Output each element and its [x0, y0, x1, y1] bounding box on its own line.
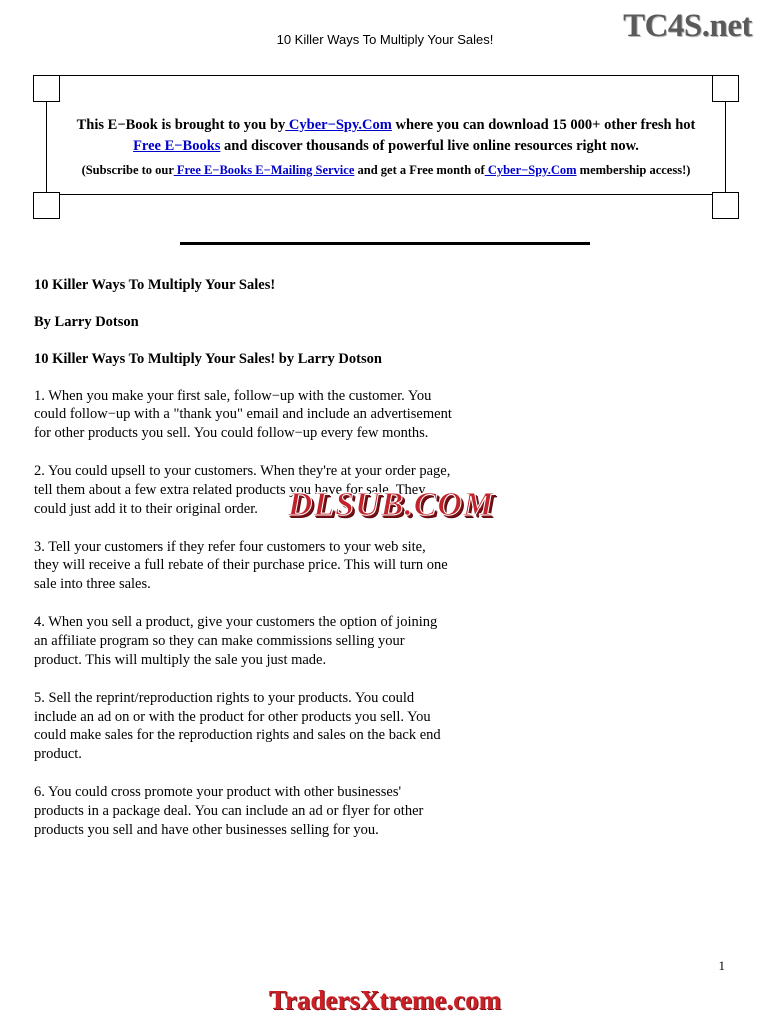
body-paragraph-3: 3. Tell your customers if they refer four customers to your web site, they will receive a full rebate of their purchase price. This will turn one sale into three sales.: [34, 538, 448, 593]
notice-corner-bottom-right: [712, 192, 739, 219]
notice-corner-top-right: [712, 75, 739, 102]
notice-line1-text-3: and discover thousands of powerful live online resources right now.: [220, 138, 639, 155]
notice-corner-bottom-left: [33, 192, 60, 219]
notice-corner-top-left: [33, 75, 60, 102]
notice-bottom-rule: [33, 194, 739, 195]
notice-right-rule: [725, 102, 726, 192]
notice-line-1: [73, 115, 699, 157]
body-paragraph-6: 6. You could cross promote your product with other businesses' products in a package deal. You can include an ad or flyer for other products you sell and have other businesses selling for you.: [34, 784, 424, 838]
section-divider-rule: [180, 242, 590, 245]
body-paragraph-1: 1. When you make your first sale, follow−up with the customer. You could follow−up with a "thank you" email and include an advertisement for other products you sell. You could follow−up every few months.: [34, 387, 452, 442]
notice-text-block: [73, 115, 699, 179]
mailing-service-link[interactable]: Free E−Books E−Mailing Service: [173, 163, 355, 178]
document-body: [34, 276, 454, 840]
header-brand-logo: TC4S.net: [623, 8, 752, 44]
footer-brand-logo: TradersXtreme.com: [268, 985, 502, 1015]
cyber-spy-link-1[interactable]: Cyber−Spy.Com: [285, 117, 392, 133]
notice-left-rule: [46, 102, 47, 192]
dlsub-watermark: [258, 486, 524, 530]
notice-line2-text-3: membership access!): [576, 163, 691, 178]
notice-line2-text-1: (Subscribe to our: [81, 163, 174, 178]
promo-notice-box: [33, 75, 739, 219]
page-number: 1: [718, 958, 725, 973]
notice-line1-text-1: This E−Book is brought to you by: [76, 117, 286, 133]
page-header-title: 10 Killer Ways To Multiply Your Sales!: [276, 32, 494, 47]
notice-line-2: [73, 161, 699, 179]
body-paragraph-5: 5. Sell the reprint/reproduction rights to your products. You could include an ad on or with the product for other products you sell. You could make sales for the reproduction rights and sales on the back end product.: [34, 689, 441, 763]
document-author: By Larry Dotson: [34, 313, 139, 330]
notice-top-rule: [33, 75, 739, 76]
body-paragraph-2: 2. You could upsell to your customers. When they're at your order page, tell them about a few extra related products you have for sale. They could just add it to their original order.: [34, 463, 451, 517]
cyber-spy-link-2[interactable]: Cyber−Spy.Com: [484, 163, 577, 178]
free-ebooks-link[interactable]: Free E−Books: [133, 138, 221, 155]
notice-line1-text-2: where you can download 15 000+ other fresh hot: [391, 117, 696, 133]
watermark-text: DLSUB.COM: [287, 486, 495, 523]
body-paragraph-4: 4. When you sell a product, give your customers the option of joining an affiliate program so they can make commissions selling your product. This will multiply the sale you just made.: [34, 614, 438, 668]
notice-line2-text-2: and get a Free month of: [354, 163, 485, 178]
document-title: 10 Killer Ways To Multiply Your Sales!: [34, 277, 276, 293]
document-byline: 10 Killer Ways To Multiply Your Sales! by Larry Dotson: [34, 350, 382, 367]
